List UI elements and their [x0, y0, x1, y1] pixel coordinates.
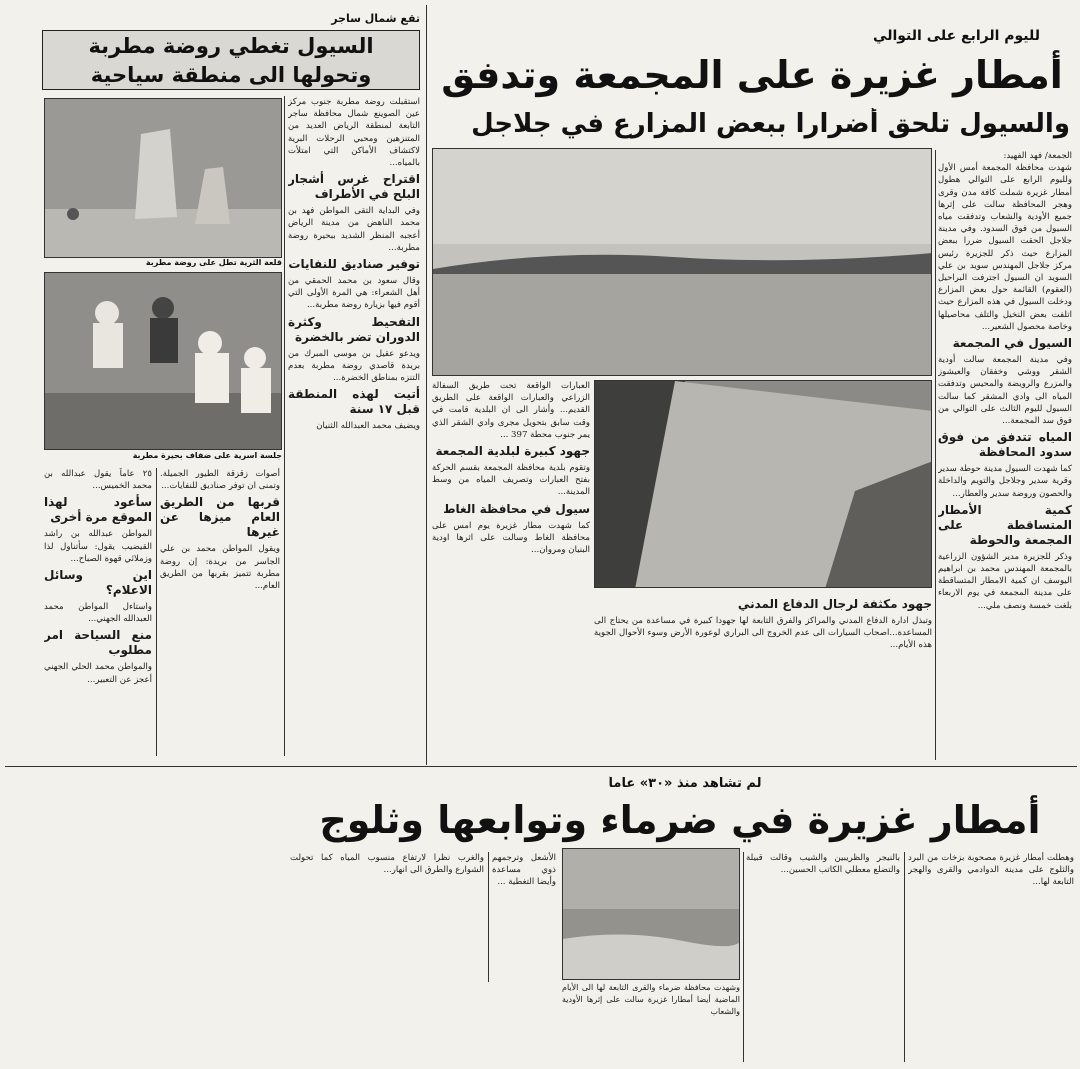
left-story-column-2: [160, 468, 280, 756]
text-block: العبارات الواقعة تحت طريق السفالة الزراعي والعبارات الواقعة على الطريق القديم... وأشار الى ان البلدية قامت في وقت سابق بتحويل مجرى وادي الشقر الذي يمر جنوب محطة 397 ...: [432, 381, 590, 440]
main-kicker: لليوم الرابع على التوالي: [873, 28, 1040, 44]
subheading: المياه تتدفق من فوق سدود المحافظة: [938, 430, 1072, 460]
main-headline: أمطار غزيرة على المجمعة وتدفق: [441, 53, 1063, 97]
main-subheadline: والسيول تلحق أضرارا ببعض المزارع في جلاجل: [471, 109, 1070, 139]
text-block: ٢٥ عاماً يقول عبدالله بن محمد الخميس...: [44, 469, 152, 492]
text-block: وتقوم بلدية محافظة المجمعة بقسم الحركة بفتح العبارات وتصريف المياه من وسط المدينة...: [432, 463, 590, 498]
subheading: سأعود لهذا الموقع مرة أخرى: [44, 495, 152, 525]
text-block: المواطن عبدالله بن راشد القيضيب يقول: سأتناول لذا وزملائي قهوة الصباح...: [44, 529, 152, 564]
column-divider: [426, 5, 427, 765]
bottom-headline: أمطار غزيرة في ضرماء وتوابعها وثلوج: [319, 798, 1041, 842]
column-divider: [284, 96, 285, 756]
subheading: التفحيط وكثرة الدوران تضر بالخضرة: [288, 314, 420, 344]
bottom-photo-caption: وشهدت محافظة ضرماء والقرى التابعة لها الى الأيام الماضية أيضا أمطارا غزيرة سالت على إثرها الأودية والشعاب: [562, 983, 740, 1017]
text-block: أصوات زقزقة الطيور الجميلة. وتمنى ان توفر صناديق للنفايات...: [160, 469, 280, 492]
rain-image: [563, 849, 740, 980]
left-story-column-3: [44, 468, 152, 756]
bottom-column-4: والغرب نظرا لارتفاع منسوب المياه كما تحولت الشوارع والطرق الى انهار...: [290, 853, 484, 876]
left-kicker: تقع شمال ساجر: [331, 12, 420, 25]
left-headline: السيول تغطي روضة مطربة وتحولها الى منطقة سياحية: [42, 30, 420, 90]
subheading: قربها من الطريق العام ميزها عن غيرها: [160, 495, 280, 540]
text-block: والمواطن محمد الحلي الجهني أعجز عن التعبير...: [44, 662, 152, 685]
column-divider: [904, 852, 905, 1062]
bottom-column-3: الأشعل وترجمهم ذوي مساعدة وأيضا التغطية ...: [492, 853, 556, 888]
subheading: جهود كبيرة لبلدية المجمعة: [435, 444, 590, 459]
section-divider: [5, 766, 1077, 767]
photo-family: [44, 272, 282, 450]
photo-castle: [44, 98, 282, 258]
photo-rain-plain: [562, 848, 740, 980]
subheading: جهود مكثفة لرجال الدفاع المدني: [737, 597, 932, 611]
torrent-image: [595, 381, 932, 588]
photo2-caption: جلسة اسرية على ضفاف بحيرة مطربة: [44, 451, 282, 463]
main-column-right: [938, 150, 1072, 760]
text-block: واستاءل المواطن محمد العبدالله الجهني...: [44, 602, 152, 625]
column-divider: [743, 852, 744, 1062]
text-block: اصحاب السيارات الى عدم الخروج الى البراري لوعورة الأرض وسوء الأحوال الجوية هذه الأيام...: [594, 628, 932, 651]
column-divider: [935, 150, 936, 760]
subheading: سيول في محافظة الغاط: [443, 501, 590, 516]
photo-torrent: [594, 380, 932, 588]
text-block: ويقول المواطن محمد بن علي الجاسر من بريدة: إن روضة مطربة تتميز بقربها من الطريق العام...: [160, 544, 280, 592]
flood-image: [433, 149, 932, 376]
subheading: كمية الأمطار المتساقطة على المجمعة والحوطة: [938, 502, 1072, 547]
left-story-column-1: [288, 96, 420, 756]
text-block: استقبلت روضة مطربة جنوب مركز عين الصوينع شمال محافظة ساجر التابعة لمنطقة الرياض العديد من المتنزهين ومحبي الرحلات البرية لاكتشاف الأماكن التي امتلأت بالمياه...: [288, 97, 420, 169]
text-block: ويضيف محمد العبدالله الثنيان: [316, 421, 420, 432]
text-block: وقال سعود بن محمد الحمقي من أهل الشعراء: هي المرة الأولى التي أقوم فيها بزيارة روضة مطربة...: [288, 276, 420, 311]
text-block: وذكر للجزيرة مدير الشؤون الزراعية بالمجمعة المهندس محمد بن ابراهيم اليوسف ان كمية الامطار المتساقطة على مدينة المجمعة في يوم الاربعاء بلغت خمسة ونصف ملي...: [938, 551, 1072, 611]
bottom-column-2: بالنيجر والظريبين والشيب وقالت قبيلة والتضلع معطلي الكاتب الحسين...: [746, 853, 900, 876]
subheading: منع السياحة امر مطلوب: [44, 628, 152, 658]
subheading: السيول في المجمعة: [952, 336, 1072, 351]
text-block: الجمعة/ فهد الفهيد: شهدت محافظة المجمعة أمس الأول ولليوم الرابع على التوالي هطول أمطار غزيرة شملت كافة مدن وقرى وهجر المحافظة سالت على إثرها جميع الأودية والشعاب وتدفقت مياه السيول من فوق السدود. وفي مدينة جلاجل الحقت السيول ضررا ببعض المزارع حيث ذكر للجزيرة رئيس مركز جلاجل المهندس سويد بن علي السويد ان السيول اجترفت البراحيل (العقوم) القائمة حول بعض المزارع ودخلت السيول في هذه المزارع حيث اتلفت بعض النخيل والتلف محاصيلها وخاصة محصول الشعير...: [938, 151, 1072, 332]
photo1-caption: قلعة الثرية تطل على روضة مطربة: [44, 258, 282, 270]
text-block: وفي مدينة المجمعة سالت أودية الشقر ووشي وخفقان والعيشوز والمزرع والرويضة والمحيس وتدفقت المياه الى وادي المشقر كما سالت السيول لليوم الثالث على التوالي من فوق سد المجمعة...: [938, 355, 1072, 427]
main-column-b: [432, 380, 590, 760]
column-divider: [156, 468, 157, 756]
column-divider: [488, 852, 489, 982]
text-block: ويدعو عقيل بن موسى المبرك من بريدة قاصدي روضة مطربة بعدم التنزه بمناطق الخضرة...: [288, 348, 420, 384]
family-image: [45, 273, 282, 450]
subheading: اقتراح غرس أشجار البلح في الأطراف: [288, 172, 420, 202]
text-block: كما شهدت مطار غزيرة يوم امس على محافظة الغاط وسالت على اثرها اودية البنيان ومروان...: [432, 520, 590, 556]
subheading: توفير صناديق للنفايات: [288, 257, 420, 272]
subheading: اين وسائل الاعلام؟: [44, 568, 152, 598]
text-block: وفي البداية التقى المواطن فهد بن محمد الناهض من مدينة الرياض أعجبه المنظر الشديد ببحيرة روضة مطربة...: [288, 206, 420, 253]
text-block: كما شهدت السيول مدينة حوطة سدير وقرية سدير وجلاجل والتويم والداخلة والحصون وروضة سدير والعطار...: [938, 464, 1072, 499]
bottom-kicker: لم تشاهد منذ «٣٠» عاماً: [608, 776, 762, 791]
castle-image: [45, 99, 282, 258]
text-block: وتبذل ادارة الدفاع المدني والمراكز والفرق التابعة لها جهودا كبيرة في مساعدة من يحتاج الى المساعدة...: [594, 616, 932, 639]
bottom-column-1: وهطلت أمطار غزيرة مصحوبة بزخات من البرد والثلوج على مدينة الدوادمي والقرى والهجر التابعة لها...: [908, 853, 1074, 888]
subheading: أتيت لهذه المنطقة قبل ١٧ سنة: [288, 387, 420, 417]
main-column-c: [594, 594, 932, 760]
photo-flood-dam: [432, 148, 932, 376]
